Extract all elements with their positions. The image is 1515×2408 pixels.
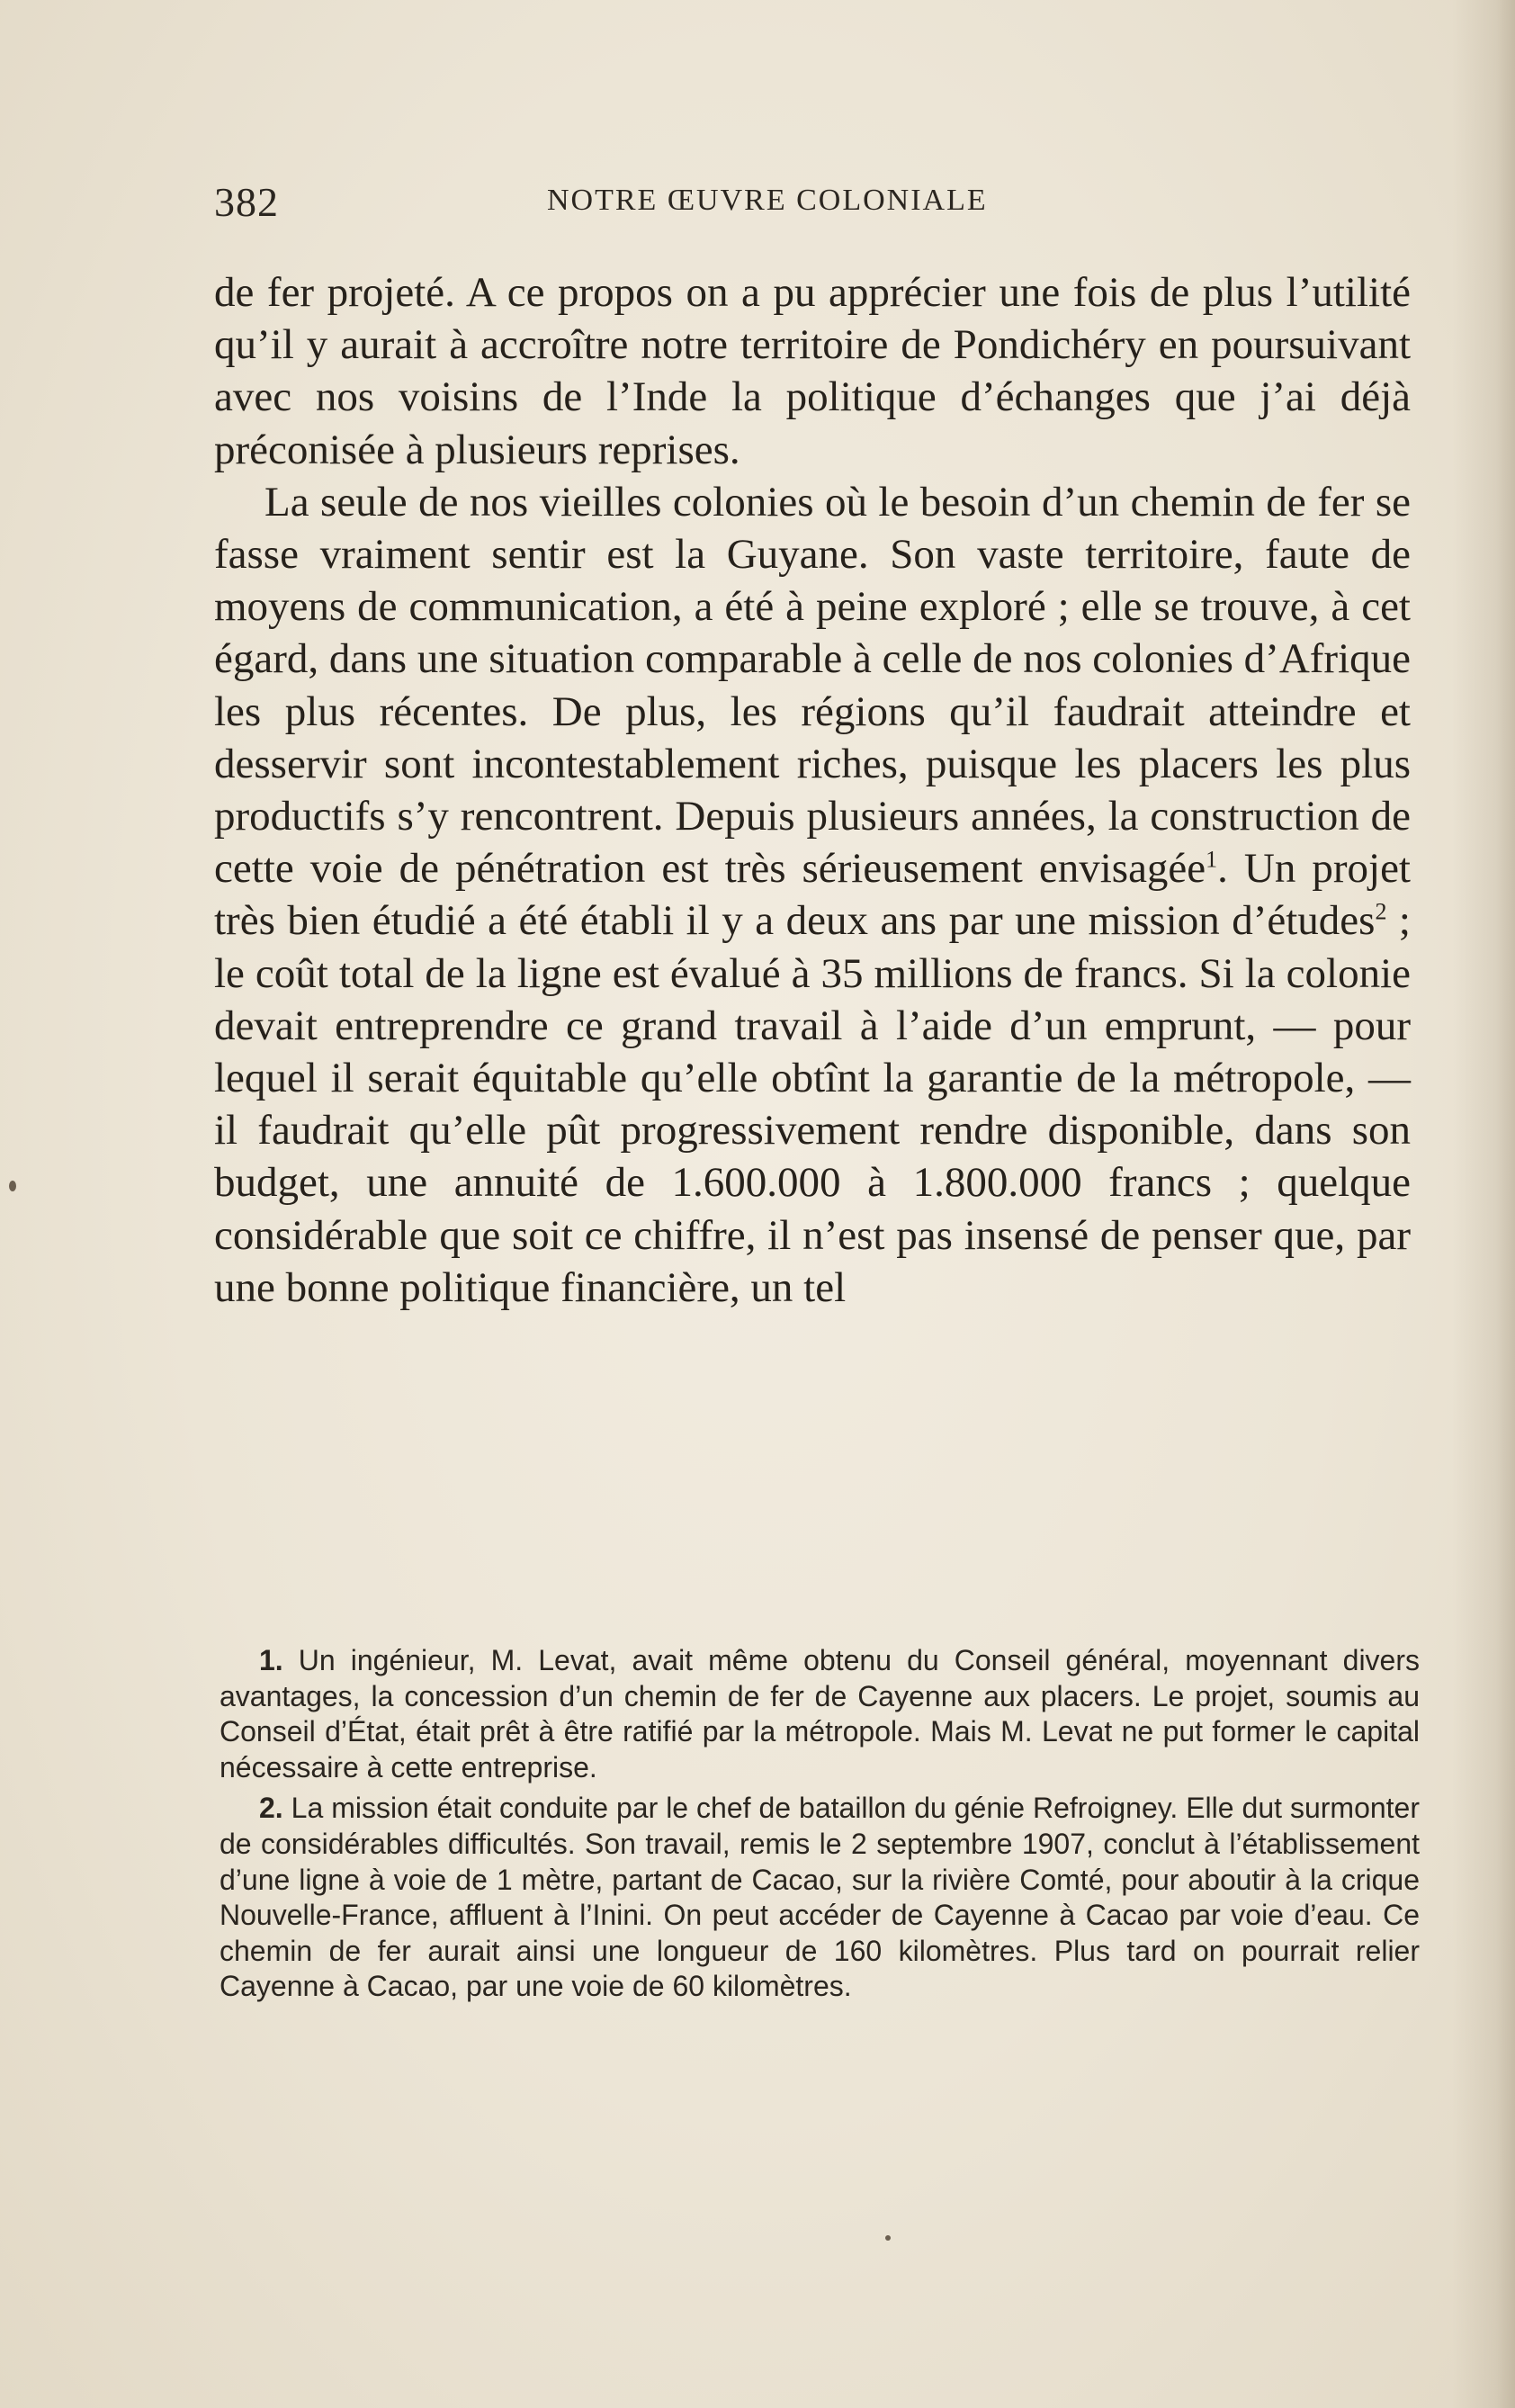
paragraph-2-part-2: . Un projet très bien étudié a été établi il y a deux ans par une mission d’études: [214, 845, 1411, 945]
paragraph-2-part-1: La seule de nos vieilles colonies où le besoin d’un chemin de fer se fasse vraiment sentir est la Guyane. Son vaste territoire, faute de moyens de communication, a été à peine exploré ; elle se trouve, à cet égard, dans une situation comparable à celle de nos colonies d’Afrique les plus récentes. De plus, les régions qu’il faudrait atteindre et desservir sont incontestablement riches, puisque les placers les plus productifs s’y rencontrent. Depuis plusieurs années, la construction de cette voie de pénétration est très sérieusement envisagée: [214, 478, 1411, 893]
page-number: 382: [214, 179, 279, 225]
running-title: NOTRE ŒUVRE COLONIALE: [547, 184, 988, 217]
paragraph-1: de fer projeté. A ce propos on a pu apprécier une fois de plus l’utilité qu’il y aurait à accroître notre territoire de Pondichéry en poursuivant avec nos voisins de l’Inde la politique d’échanges que j’ai déjà préconisée à plusieurs reprises.: [214, 269, 1411, 473]
paper-speck: [9, 1181, 16, 1191]
main-text: [214, 266, 1411, 1314]
footnote-ref-2: 2: [1375, 898, 1387, 925]
footnote-1: [220, 1643, 1420, 1785]
page-header: [214, 178, 1420, 232]
footnote-1-number: 1.: [259, 1644, 283, 1676]
footnote-2: [220, 1791, 1420, 2005]
paper-speck: [885, 2235, 891, 2241]
footnote-2-text: La mission était conduite par le chef de bataillon du génie Refroigney. Elle dut surmonter de considérables difficultés. Son travail, remis le 2 septembre 1907, conclut à l’établissement d’une ligne à voie de 1 mètre, partant de Cacao, sur la rivière Comté, pour aboutir à la crique Nouvelle-France, affluent à l’Inini. On peut accéder de Cayenne à Cacao par voie d’eau. Ce chemin de fer aurait ainsi une longueur de 160 kilomètres. Plus tard on pourrait relier Cayenne à Cacao, par une voie de 60 kilomètres.: [220, 1792, 1420, 2003]
page-edge-shadow: [1452, 0, 1515, 2408]
footnotes: [220, 1643, 1420, 2010]
footnote-1-text: Un ingénieur, M. Levat, avait même obtenu du Conseil général, moyennant divers avantages, la concession d’un chemin de fer de Cayenne aux placers. Le projet, soumis au Conseil d’État, était prêt à être ratifié par la métropole. Mais M. Levat ne put former le capital nécessaire à cette entreprise.: [220, 1644, 1421, 1784]
paragraph-2: [214, 476, 1411, 1314]
paragraph-2-part-3: ; le coût total de la ligne est évalué à 35 millions de francs. Si la colonie devait entreprendre ce grand travail à l’aide d’un emprunt, — pour lequel il serait équitable qu’elle obtînt la garantie de la métropole, — il faudrait qu’elle pût progressivement rendre disponible, dans son budget, une annuité de 1.600.000 à 1.800.000 francs ; quelque considérable que soit ce chiffre, il n’est pas insensé de penser que, par une bonne politique financière, un tel: [214, 897, 1411, 1311]
footnote-ref-1: 1: [1206, 846, 1218, 873]
footnote-2-number: 2.: [259, 1792, 283, 1825]
